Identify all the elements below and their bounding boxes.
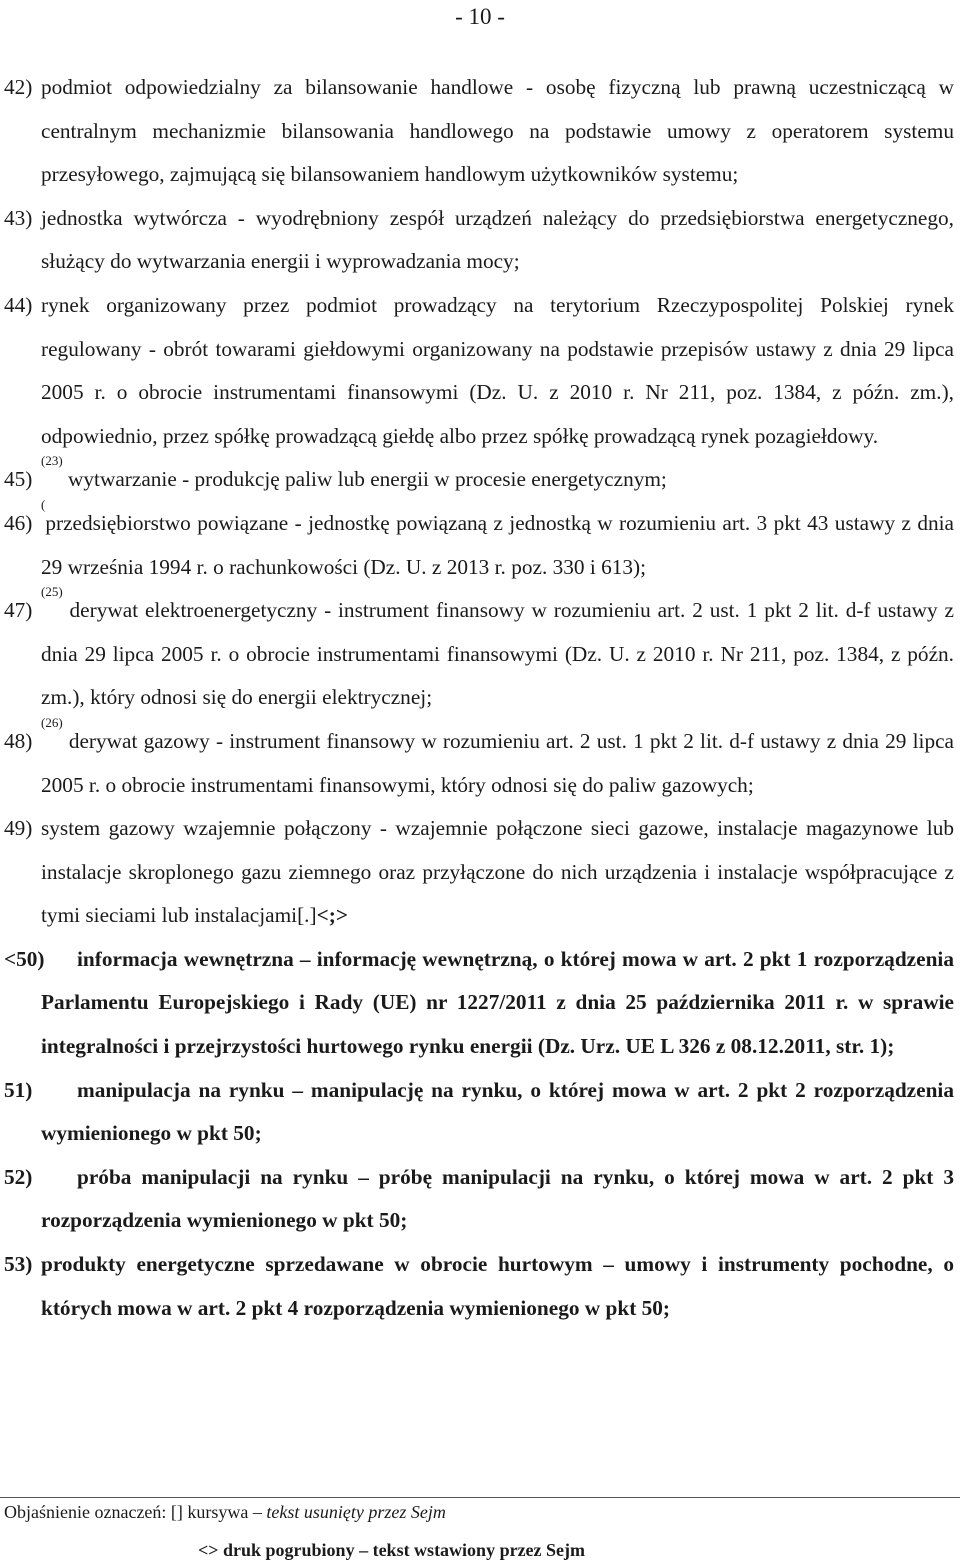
item-number: 43) [4, 205, 33, 230]
item-number: 52) [4, 1164, 33, 1189]
definition-item [0, 1069, 960, 1156]
page-number: - 10 - [455, 4, 505, 29]
footnote-ref: (25) [41, 584, 63, 600]
definition-item [0, 1156, 960, 1243]
item-text-wrap [41, 453, 954, 502]
inserted-marker: <;> [316, 903, 348, 928]
definition-item [0, 453, 960, 502]
legend-deleted-text: tekst usunięty przez Sejm [266, 1502, 446, 1522]
item-number: 45) [4, 467, 33, 492]
item-text: derywat gazowy - instrument finansowy w rozumieniu art. 2 ust. 1 pkt 2 lit. d-f ustawy z dnia 29 lipca 2005 r. o obrocie instrumentami finansowymi, który odnosi się do paliw gazowych; [41, 728, 954, 797]
item-text: manipulacja na rynku – manipulację na rynku, o której mowa w art. 2 pkt 2 rozporządzenia wymienionego w pkt 50; [41, 1077, 954, 1146]
item-text: przedsiębiorstwo powiązane - jednostkę powiązaną z jednostką w rozumieniu art. 3 pkt 43 ustawy z dnia 29 września 1994 r. o rachunkowości (Dz. U. z 2013 r. poz. 330 i 613); [41, 510, 954, 579]
definition-item [0, 496, 960, 589]
item-text: produkty energetyczne sprzedawane w obrocie hurtowym – umowy i instrumenty pochodne, o których mowa w art. 2 pkt 4 rozporządzenia wymienionego w pkt 50; [41, 1252, 954, 1320]
item-number: <50) [4, 946, 45, 971]
definition-item [0, 1243, 960, 1330]
legend-brackets: [] kursywa [170, 1502, 249, 1522]
footnote-ref: (26) [41, 714, 63, 730]
definition-item [0, 284, 960, 458]
definition-item [0, 584, 960, 720]
item-text-wrap [41, 714, 954, 807]
item-number: 47) [4, 598, 33, 623]
item-number: 48) [4, 728, 33, 753]
item-number: 49) [4, 816, 33, 841]
definition-item [0, 714, 960, 807]
legend-label: Objaśnienie oznaczeń: [4, 1502, 167, 1522]
definition-item [0, 938, 960, 1069]
footnote-ref: (23) [41, 453, 63, 469]
item-text-wrap [41, 584, 955, 720]
item-number: 53) [4, 1252, 33, 1277]
definition-item [0, 807, 960, 938]
legend-dash: – [252, 1502, 262, 1522]
item-text: wytwarzanie - produkcję paliw lub energii w procesie energetycznym; [68, 467, 667, 492]
footer-rule [0, 1497, 960, 1498]
item-text-wrap [41, 496, 954, 589]
definitions-list [0, 66, 960, 1330]
definition-item [0, 66, 960, 197]
item-number: 46) [4, 510, 33, 535]
item-number: 51) [4, 1077, 33, 1102]
footnote-ref: ( [41, 496, 46, 512]
item-number: 44) [4, 292, 33, 317]
item-text: jednostka wytwórcza - wyodrębniony zespół urządzeń należący do przedsiębiorstwa energetycznego, służący do wytwarzania energii i wyprowadzania mocy; [41, 205, 954, 274]
legend-inserted-line: <> druk pogrubiony – tekst wstawiony przez Sejm [198, 1540, 586, 1560]
item-text: derywat elektroenergetyczny - instrument finansowy w rozumieniu art. 2 ust. 1 pkt 2 lit. d-f ustawy z dnia 29 lipca 2005 r. o obrocie instrumentami finansowymi (Dz. U. z 2010 r. Nr 211, poz. 1384, z późn. zm.), który odnosi się do energii elektrycznej; [41, 598, 955, 710]
item-text-wrap [41, 807, 954, 938]
legend-line [4, 1500, 446, 1524]
definition-item [0, 197, 960, 284]
item-text: system gazowy wzajemnie połączony - wzajemnie połączone sieci gazowe, instalacje magazynowe lub instalacje skroplonego gazu ziemnego oraz przyłączone do nich urządzenia i instalacje współpracujące z tymi sieciami lub instalacjami[.] [41, 816, 954, 928]
item-text: podmiot odpowiedzialny za bilansowanie handlowe - osobę fizyczną lub prawną uczestniczącą w centralnym mechanizmie bilansowania handlowego na podstawie umowy z operatorem systemu przesyłowego, zajmującą się bilansowaniem handlowym użytkowników systemu; [41, 75, 954, 187]
item-text: rynek organizowany przez podmiot prowadzący na terytorium Rzeczypospolitej Polskiej rynek regulowany - obrót towarami giełdowymi organizowany na podstawie przepisów ustawy z dnia 29 lipca 2005 r. o obrocie instrumentami finansowymi (Dz. U. z 2010 r. Nr 211, poz. 1384, z późn. zm.), odpowiednio, przez spółkę prowadzącą giełdę albo przez spółkę prowadzącą rynek pozagiełdowy. [41, 292, 954, 448]
item-text: próba manipulacji na rynku – próbę manipulacji na rynku, o której mowa w art. 2 pkt 3 rozporządzenia wymienionego w pkt 50; [41, 1164, 954, 1233]
item-number: 42) [4, 75, 33, 99]
item-text: informacja wewnętrzna – informację wewnętrzną, o której mowa w art. 2 pkt 1 rozporządzenia Parlamentu Europejskiego i Rady (UE) nr 1227/2011 z dnia 25 października 2011 r. w sprawie integralności i przejrzystości hurtowego rynku energii (Dz. Urz. UE L 326 z 08.12.2011, str. 1); [41, 946, 954, 1059]
